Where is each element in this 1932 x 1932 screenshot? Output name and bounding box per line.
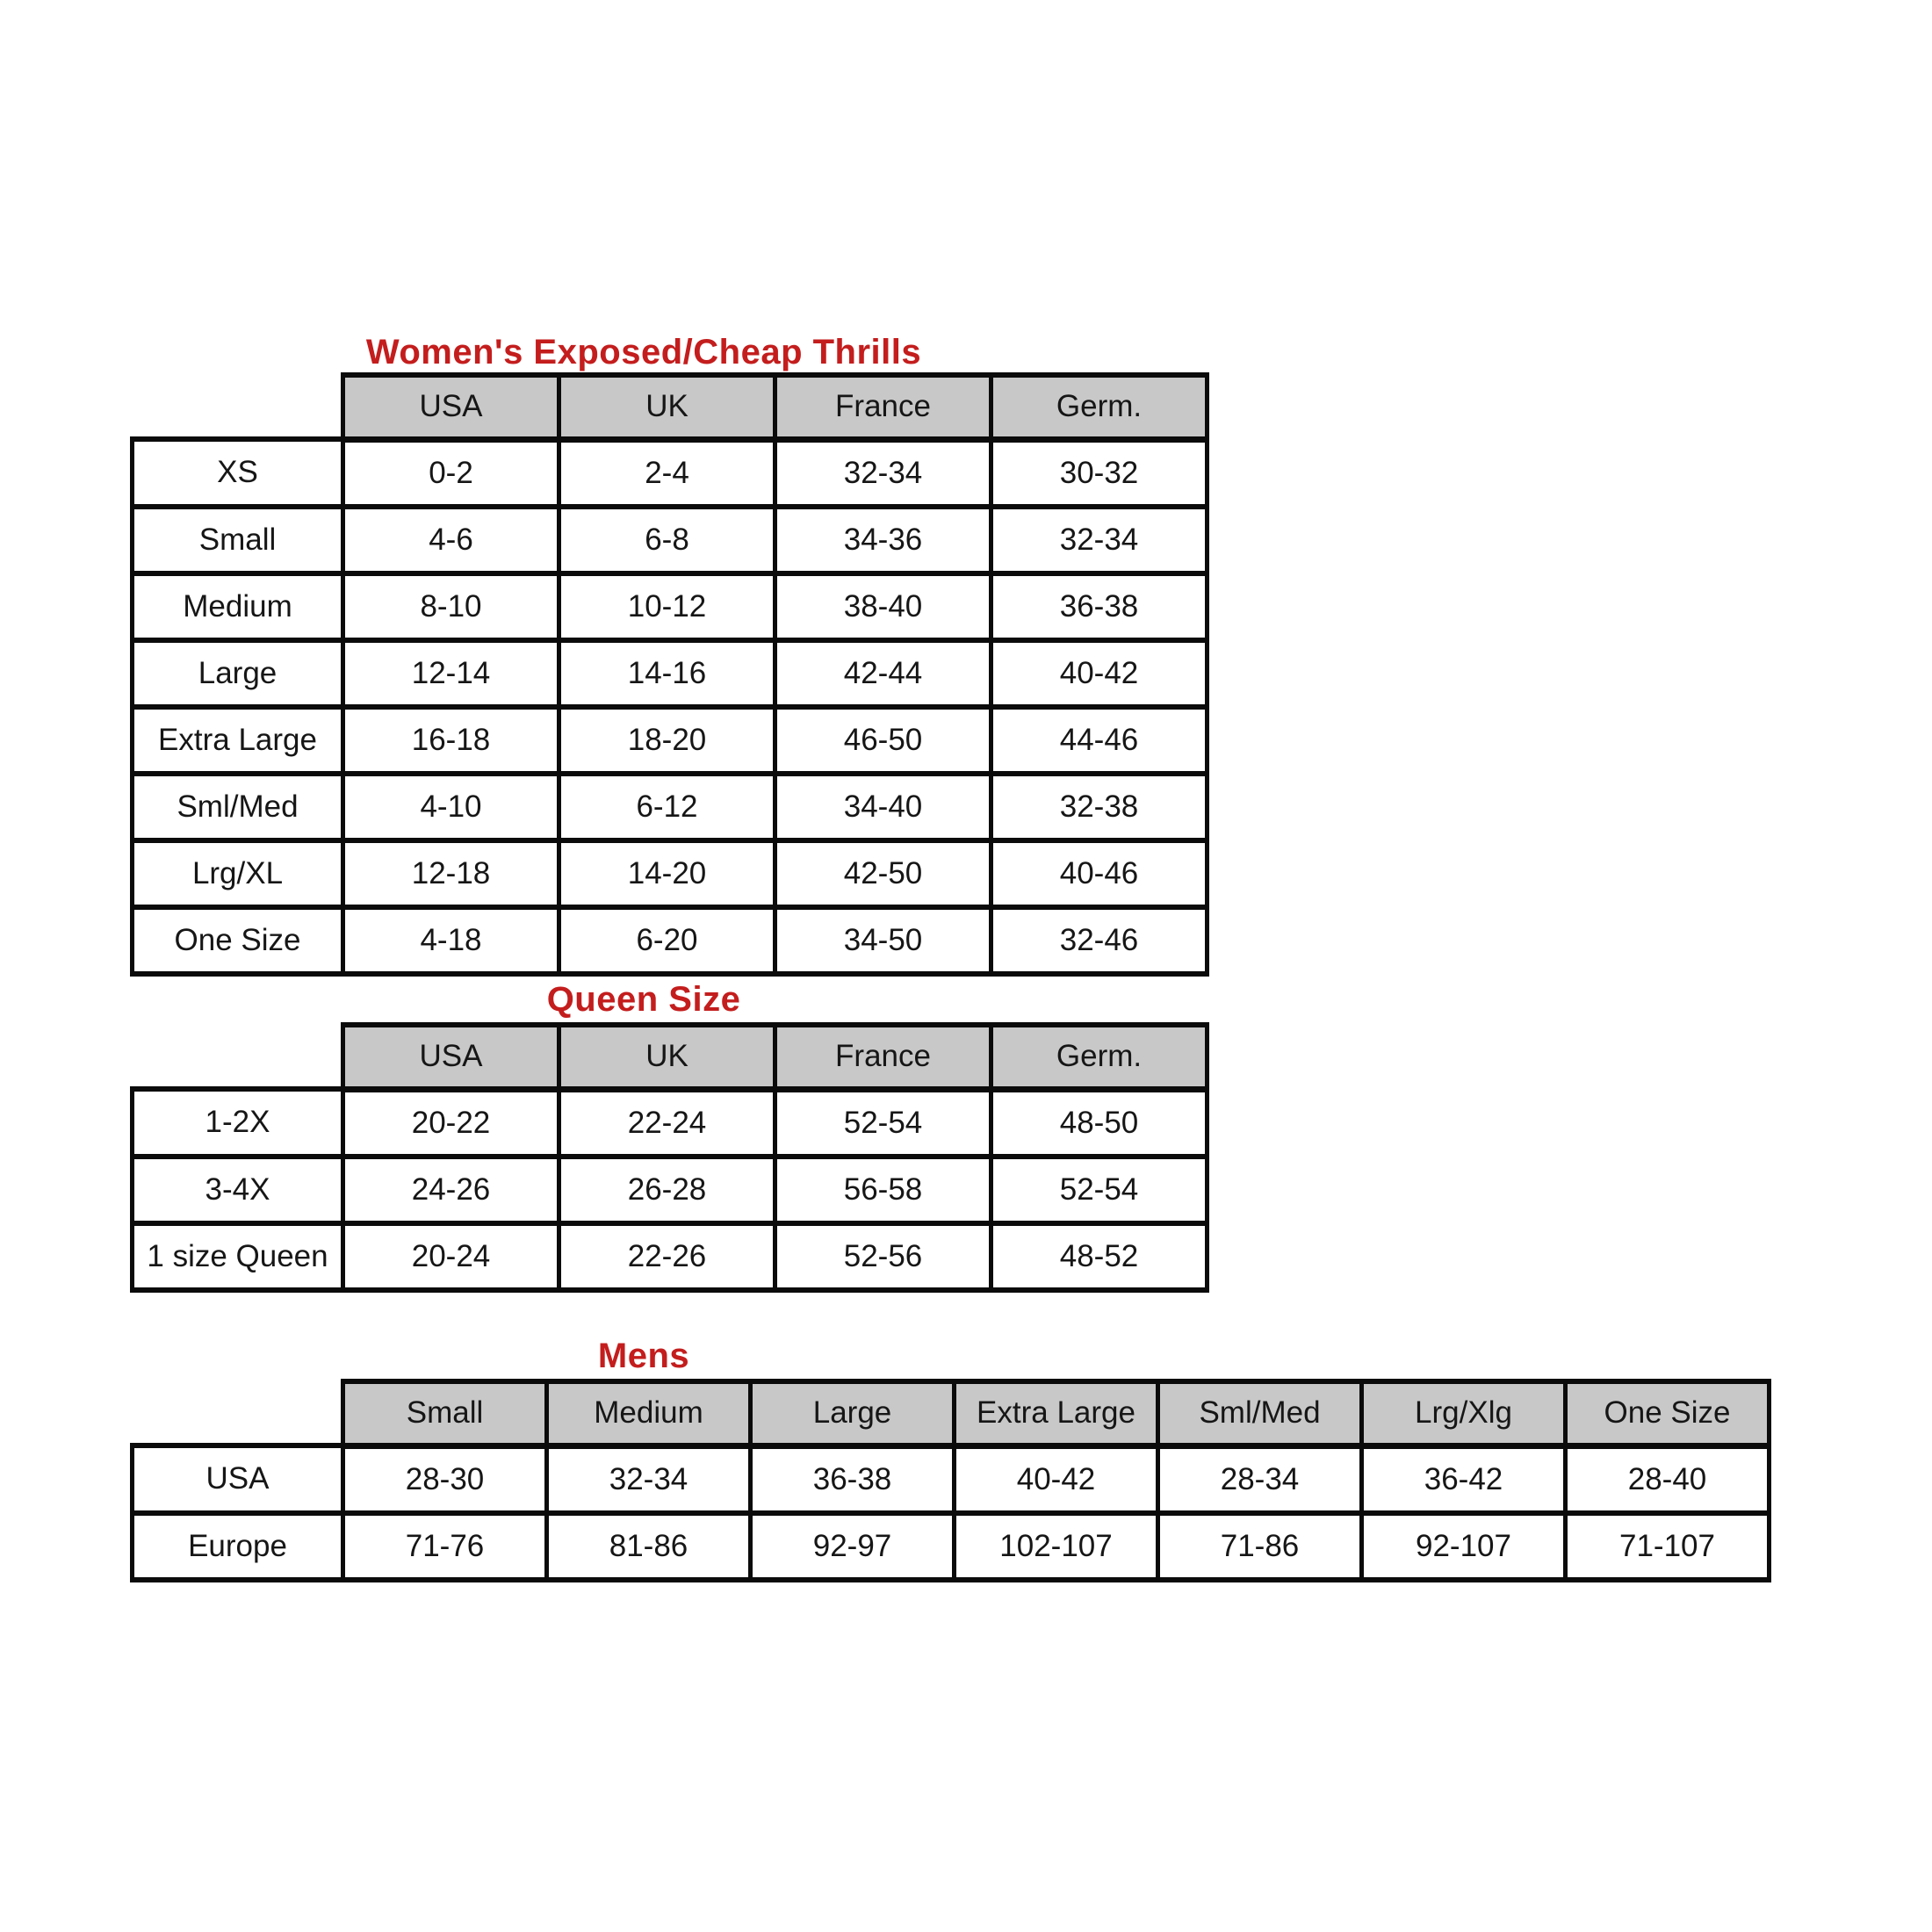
table-row: [133, 1513, 1770, 1580]
column-header: Large: [751, 1381, 955, 1445]
column-header: UK: [559, 1025, 775, 1089]
womens-table-title: Women's Exposed/Cheap Thrills: [365, 333, 922, 371]
column-header: USA: [343, 375, 559, 439]
size-cell: 42-50: [775, 840, 991, 907]
size-cell: 12-14: [343, 640, 559, 707]
size-cell: 52-54: [991, 1157, 1208, 1223]
size-cell: 40-42: [991, 640, 1208, 707]
size-cell: 14-16: [559, 640, 775, 707]
row-label: Lrg/XL: [133, 840, 343, 907]
table-row: [133, 1157, 1208, 1223]
size-cell: 28-30: [343, 1445, 547, 1513]
size-cell: 32-34: [991, 507, 1208, 573]
size-cell: 71-107: [1566, 1513, 1770, 1580]
corner-spacer: [133, 1381, 343, 1445]
size-cell: 32-38: [991, 774, 1208, 840]
size-cell: 48-52: [991, 1223, 1208, 1290]
size-cell: 4-6: [343, 507, 559, 573]
column-header: One Size: [1566, 1381, 1770, 1445]
size-cell: 6-12: [559, 774, 775, 840]
size-cell: 22-26: [559, 1223, 775, 1290]
row-label: Sml/Med: [133, 774, 343, 840]
size-cell: 4-18: [343, 907, 559, 974]
womens-size-table: [130, 372, 1209, 977]
corner-spacer: [133, 1025, 343, 1089]
size-cell: 36-38: [991, 573, 1208, 640]
table-row: [133, 1089, 1208, 1157]
table-row: [133, 1223, 1208, 1290]
table-row: [133, 439, 1208, 507]
size-cell: 36-38: [751, 1445, 955, 1513]
size-cell: 26-28: [559, 1157, 775, 1223]
column-header: USA: [343, 1025, 559, 1089]
size-cell: 4-10: [343, 774, 559, 840]
size-cell: 92-97: [751, 1513, 955, 1580]
column-header: Extra Large: [955, 1381, 1158, 1445]
size-cell: 34-40: [775, 774, 991, 840]
size-cell: 6-8: [559, 507, 775, 573]
size-cell: 12-18: [343, 840, 559, 907]
size-cell: 20-22: [343, 1089, 559, 1157]
queen-table-title: Queen Size: [546, 980, 741, 1019]
size-cell: 38-40: [775, 573, 991, 640]
size-cell: 22-24: [559, 1089, 775, 1157]
row-label: 1-2X: [133, 1089, 343, 1157]
size-cell: 71-86: [1158, 1513, 1362, 1580]
size-cell: 71-76: [343, 1513, 547, 1580]
size-cell: 42-44: [775, 640, 991, 707]
size-cell: 81-86: [547, 1513, 751, 1580]
size-cell: 2-4: [559, 439, 775, 507]
size-cell: 8-10: [343, 573, 559, 640]
size-cell: 32-34: [547, 1445, 751, 1513]
size-cell: 10-12: [559, 573, 775, 640]
row-label: USA: [133, 1445, 343, 1513]
column-header: France: [775, 375, 991, 439]
size-cell: 40-42: [955, 1445, 1158, 1513]
row-label: Small: [133, 507, 343, 573]
table-row: [133, 573, 1208, 640]
column-header: Germ.: [991, 375, 1208, 439]
table-row: [133, 774, 1208, 840]
header-row: [133, 1025, 1208, 1089]
size-cell: 34-50: [775, 907, 991, 974]
size-cell: 28-40: [1566, 1445, 1770, 1513]
size-cell: 52-54: [775, 1089, 991, 1157]
column-header: Medium: [547, 1381, 751, 1445]
size-cell: 32-34: [775, 439, 991, 507]
size-cell: 40-46: [991, 840, 1208, 907]
row-label: XS: [133, 439, 343, 507]
size-cell: 30-32: [991, 439, 1208, 507]
size-cell: 46-50: [775, 707, 991, 774]
size-cell: 44-46: [991, 707, 1208, 774]
queen-size-table: [130, 1022, 1209, 1293]
size-cell: 14-20: [559, 840, 775, 907]
size-cell: 16-18: [343, 707, 559, 774]
column-header: Germ.: [991, 1025, 1208, 1089]
column-header: Sml/Med: [1158, 1381, 1362, 1445]
row-label: Extra Large: [133, 707, 343, 774]
size-cell: 102-107: [955, 1513, 1158, 1580]
size-cell: 6-20: [559, 907, 775, 974]
row-label: 1 size Queen: [133, 1223, 343, 1290]
column-header: Lrg/Xlg: [1362, 1381, 1566, 1445]
row-label: 3-4X: [133, 1157, 343, 1223]
size-cell: 32-46: [991, 907, 1208, 974]
size-cell: 0-2: [343, 439, 559, 507]
table-row: [133, 640, 1208, 707]
table-row: [133, 840, 1208, 907]
row-label: One Size: [133, 907, 343, 974]
row-label: Large: [133, 640, 343, 707]
column-header: Small: [343, 1381, 547, 1445]
row-label: Europe: [133, 1513, 343, 1580]
size-cell: 28-34: [1158, 1445, 1362, 1513]
column-header: UK: [559, 375, 775, 439]
size-cell: 34-36: [775, 507, 991, 573]
header-row: [133, 375, 1208, 439]
size-cell: 20-24: [343, 1223, 559, 1290]
header-row: [133, 1381, 1770, 1445]
size-cell: 52-56: [775, 1223, 991, 1290]
size-cell: 36-42: [1362, 1445, 1566, 1513]
corner-spacer: [133, 375, 343, 439]
row-label: Medium: [133, 573, 343, 640]
size-cell: 56-58: [775, 1157, 991, 1223]
size-cell: 48-50: [991, 1089, 1208, 1157]
size-cell: 18-20: [559, 707, 775, 774]
mens-table-title: Mens: [597, 1337, 690, 1375]
column-header: France: [775, 1025, 991, 1089]
mens-size-table: [130, 1379, 1771, 1582]
table-row: [133, 907, 1208, 974]
table-row: [133, 707, 1208, 774]
size-cell: 92-107: [1362, 1513, 1566, 1580]
table-row: [133, 507, 1208, 573]
table-row: [133, 1445, 1770, 1513]
size-cell: 24-26: [343, 1157, 559, 1223]
